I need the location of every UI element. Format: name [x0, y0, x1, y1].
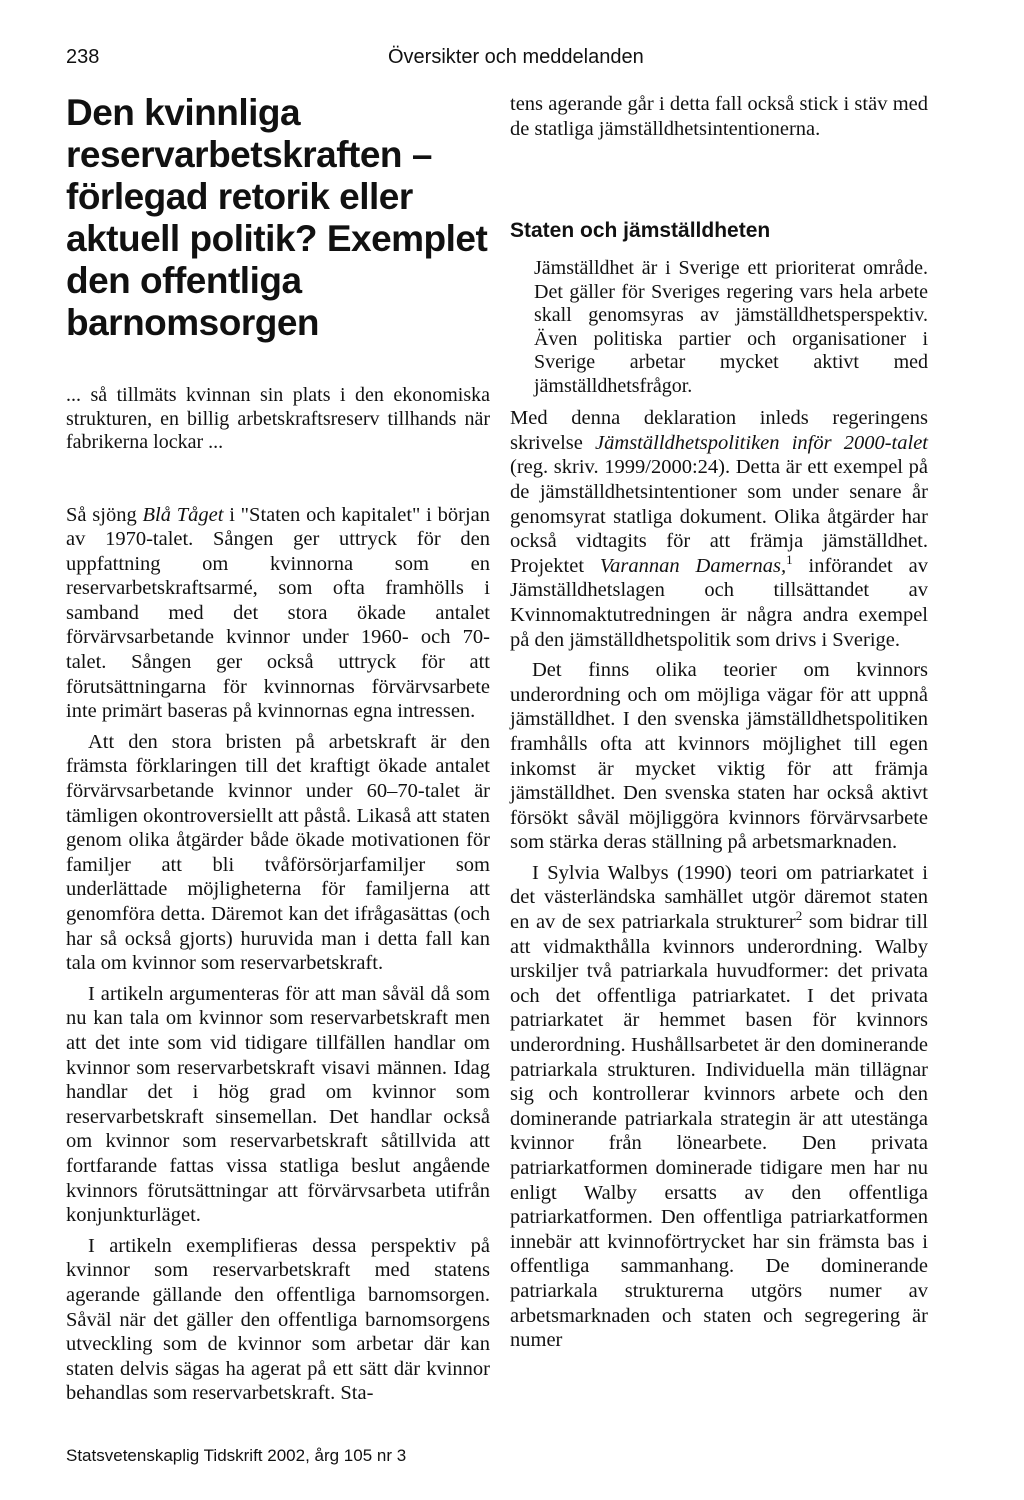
paragraph: Så sjöng Blå Tåget i "Staten och kapitalet" i början av 1970-talet. Sången ger uttryck för den uppfattning om kvinnorna som en reservarbetskraftsarmé, som ofta framhölls i samband med det stora ökade antalet förvärvsarbetande kvinnor under 1960- och 70-talet. Sången ger också uttryck för att förutsättningarna för kvinnornas förvärvsarbete inte primärt baseras på kvinnornas egna intressen. [66, 503, 490, 723]
paragraph: Att den stora bristen på arbetskraft är den främsta förklaringen till det kraftigt ökade antalet förvärvsarbetande kvinnor under 60–70-talet är tämligen okontroversiellt att påstå. Likaså att staten genom olika åtgärder både ökade motivationen för familjer att bli tvåförsörjarfamiljer som underlättade möjligheterna för familjerna att genomföra detta. Däremot kan det ifrågasättas (och har så också gjorts) huruvida man i detta fall kan tala om kvinnor som reservarbetskraft. [66, 730, 490, 975]
paragraph: I artikeln argumenteras för att man såväl då som nu kan tala om kvinnor som reservarbetskraft men att det inte som vid tidigare tillfällen handlar om kvinnor som reservarbetskraft visavi männen. Idag handlar det i hög grad om kvinnor som reservarbetskraft sinsemellan. Det handlar också om kvinnor som reservarbetskraft såtillvida att fortfarande fattas vissa statliga beslut angående kvinnors förutsättningar att förvärvsarbeta utifrån konjunkturläget. [66, 982, 490, 1227]
band-name: Blå Tåget [142, 503, 224, 526]
paragraph: I Sylvia Walbys (1990) teori om patriarkatet i det västerländska samhället utgör däremot staten en av de sex patriarkala strukturer$^2$ som bidrar till att vidmakthålla kvinnors underordning. Walby urskiljer två patriarkala huvudformer: det privata och det offentliga patriarkatet. I det privata patriarkatet är hemmet basen för kvinnors underordning. Hushållsarbetet är den dominerande patriarkala strukturen. Individuella män tillägnar sig och kontrollerar kvinnors arbete och den dominerande patriarkala strategin är att utestänga kvinnor från lönearbete. Den privata patriarkatformen dominerade tidigare men har nu enligt Walby ersatts av den offentliga patriarkatformen. Den offentliga patriarkatformen innebär att kvinnoförtrycket har sin främsta bas i offentliga sammanhang. De dominerande patriarkala strukturerna utgörs numer av arbetsmarknaden och staten och segregering är numer [510, 861, 928, 1352]
left-column [66, 92, 490, 1406]
running-header: Översikter och meddelanden [388, 46, 644, 68]
journal-footer: Statsvetenskaplig Tidskrift 2002, årg 105 nr 3 [66, 1446, 407, 1465]
paragraph: Med denna deklaration inleds regeringens skrivelse Jämställdhetspolitiken inför 2000-talet (reg. skriv. 1999/2000:24). Detta är ett exempel på de jämställdhetsintentioner som under senare år genomsyrat statliga dokument. Olika åtgärder har också vidtagits för att främja jämställdhet. Projektet Varannan Damernas,$^1$ införandet av Jämställdhetslagen och tillsättandet av Kvinnomaktutredningen är några andra exempel på den jämställdhetspolitik som drivs i Sverige. [510, 407, 928, 651]
footnote-marker: 2 [795, 908, 803, 924]
paragraph: I artikeln exemplifieras dessa perspektiv på kvinnor som reservarbetskraft med statens agerande gällande den offentliga barnomsorgen. Såväl när det gäller den offentliga barnomsorgens utveckling som de kvinnor som arbetar där kan staten delvis sägas ha agerat på ett sätt där kvinnor behandlas som reservarbetskraft. Sta- [66, 1234, 490, 1405]
quoted-declaration: Jämställdhet är i Sverige ett prioriterat område. Det gäller för Sveriges regering vars hela arbete skall genomsyras av jämställdhetsperspektiv. Även politiska partier och organisationer i Sverige arbetar mycket aktivt med jämställdhetsfrågor. [534, 257, 928, 397]
article-title: Den kvinnliga reservarbetskraften – förlegad retorik eller aktuell politik? Exemplet den offentliga barnomsorgen [66, 92, 488, 343]
paragraph-continuation: tens agerande går i detta fall också stick i stäv med de statliga jämställdhetsintentionerna. [510, 93, 928, 140]
footnote-marker: 1 [786, 551, 793, 567]
paragraph: Det finns olika teorier om kvinnors underordning och om möjliga vägar för att uppnå jämställdhet. I den svenska jämställdhetspolitiken framhålls ofta att kvinnors möjlighet till egen inkomst är mycket viktig för att främja jämställdhet. Den svenska staten har också aktivt försökt såväl möjliggöra kvinnors förvärvsarbete som stärka deras ställning på arbetsmarknaden. [510, 659, 928, 854]
right-column [510, 92, 928, 1353]
epigraph: ... så tillmäts kvinnan sin plats i den ekonomiska strukturen, en billig arbetskraftsreserv tillhands när fabrikerna lockar ... [66, 384, 490, 453]
page-number: 238 [66, 46, 100, 68]
section-heading: Staten och jämställdheten [510, 219, 771, 243]
